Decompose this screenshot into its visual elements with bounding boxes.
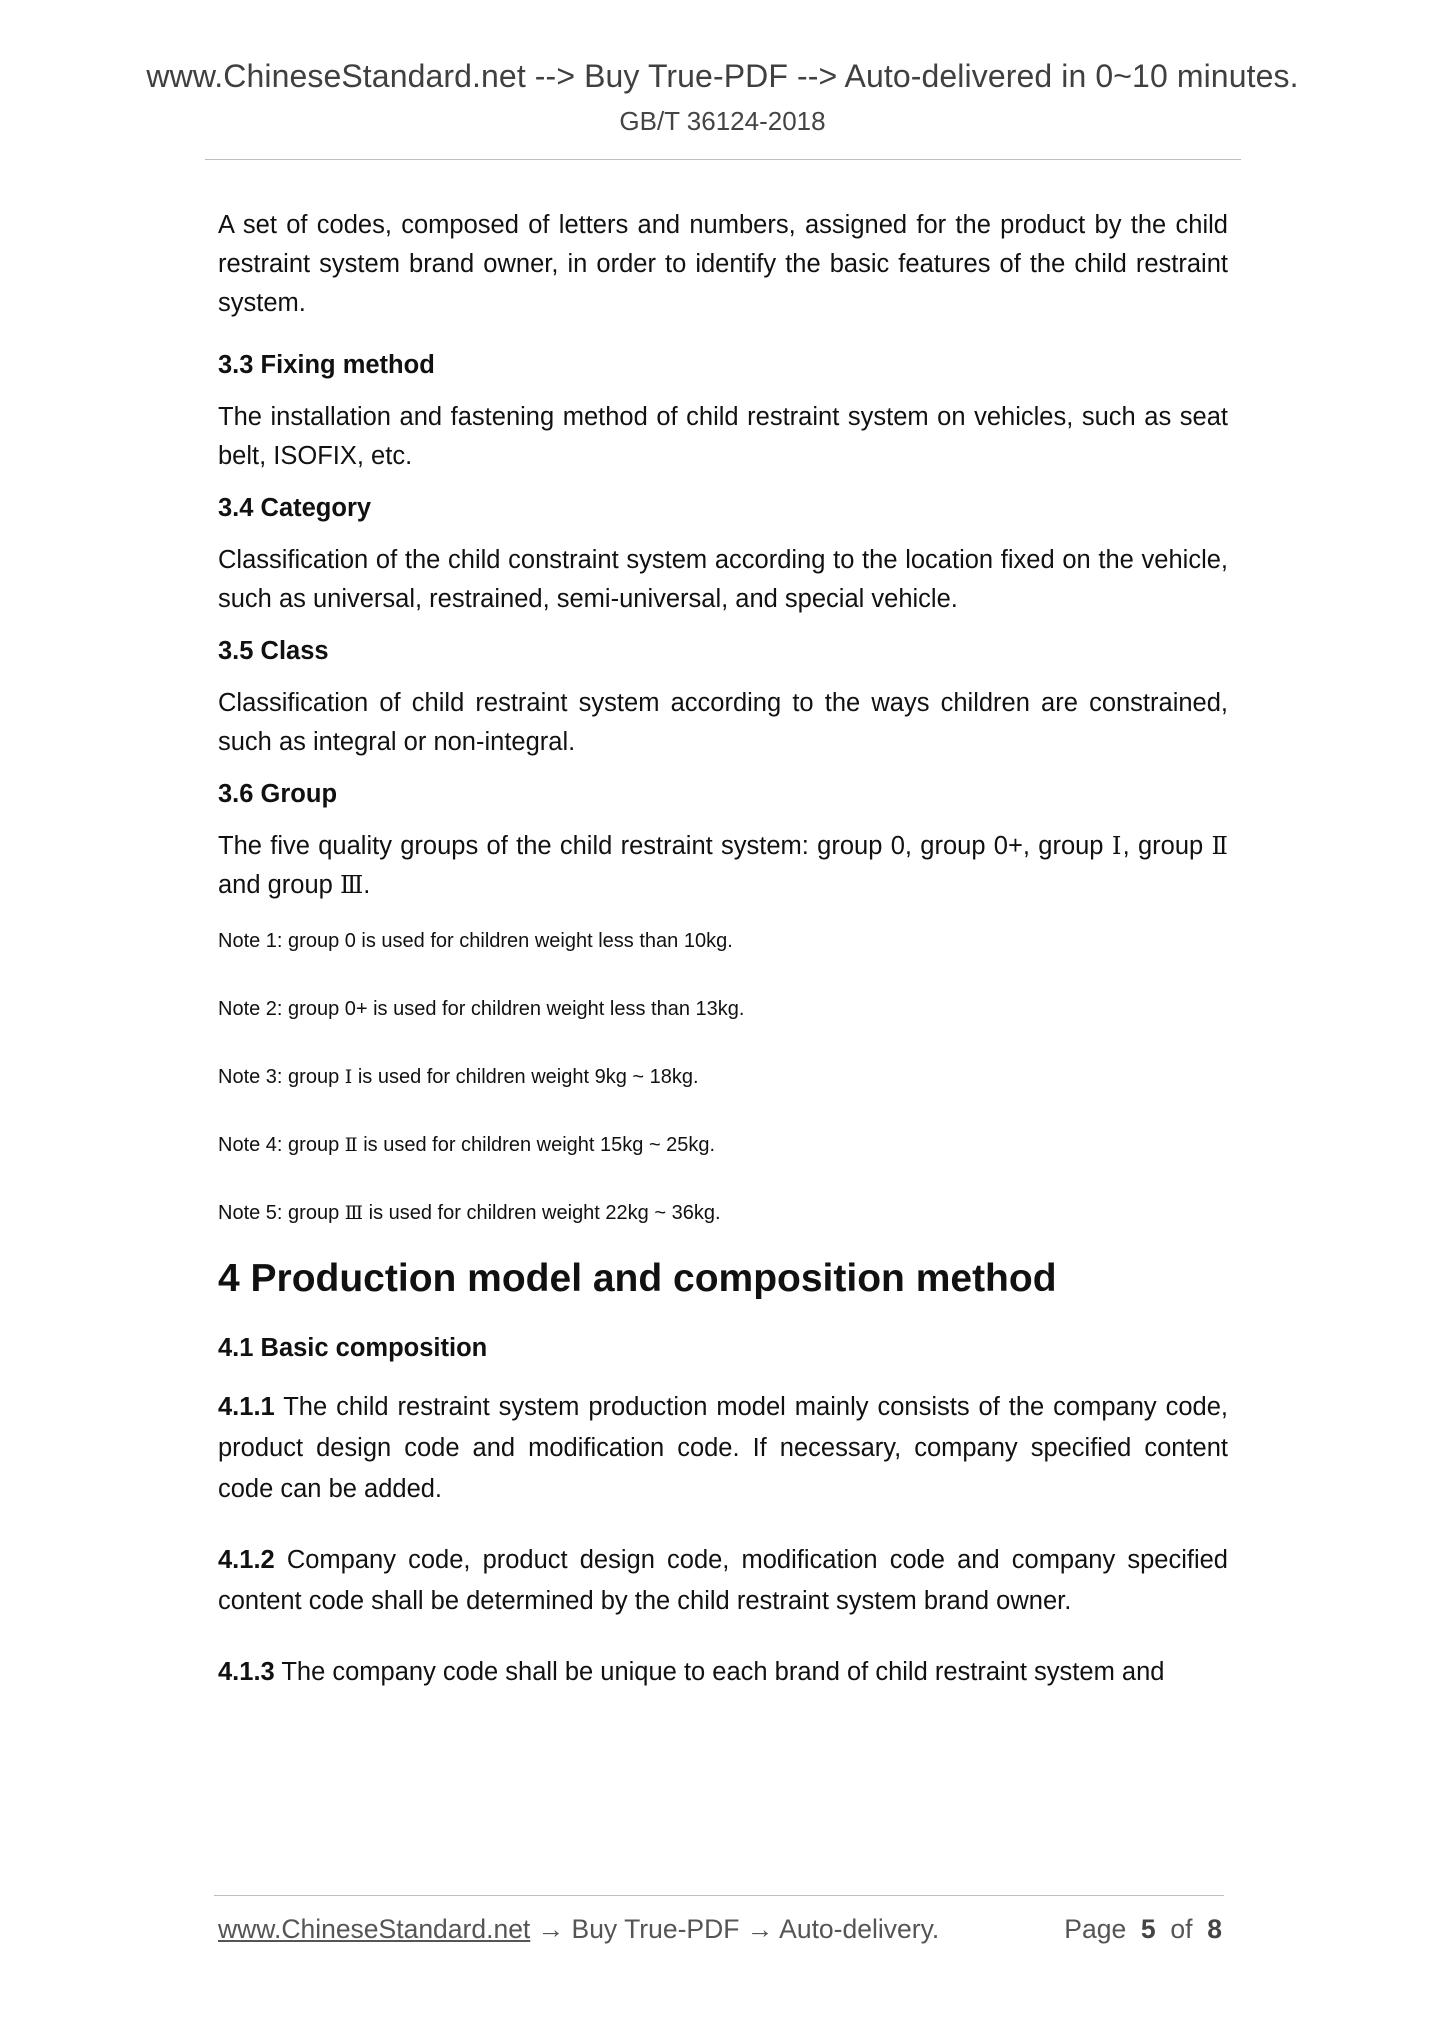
clause-4-1-3 xyxy=(218,1652,1228,1693)
page-current: 5 xyxy=(1140,1914,1156,1944)
clause-4-1-3-number: 4.1.3 xyxy=(218,1658,275,1686)
note-4 xyxy=(218,1130,1228,1160)
section-3-6-heading: 3.6 Group xyxy=(218,780,338,808)
section-3-6-text-c: and group xyxy=(218,871,340,899)
note-3 xyxy=(218,1062,1228,1092)
note-4-text-b: is used for children weight 15kg ~ 25kg. xyxy=(357,1134,716,1156)
section-3-6-text xyxy=(218,827,1228,905)
section-3-3-text: The installation and fastening method of child restraint system on vehicles, such as seat belt, ISOFIX, etc. xyxy=(218,403,1228,470)
header-divider xyxy=(205,159,1241,160)
note-5-text-b: is used for children weight 22kg ~ 36kg. xyxy=(363,1202,721,1224)
section-4-heading: 4 Production model and composition method xyxy=(218,1257,1057,1300)
footer-site-link[interactable]: www.ChineseStandard.net xyxy=(218,1914,531,1944)
clause-4-1-2 xyxy=(218,1540,1228,1622)
note-5-numeral: Ⅲ xyxy=(344,1202,364,1224)
group-one-numeral: Ⅰ xyxy=(1111,832,1123,860)
group-two-numeral: Ⅱ xyxy=(1211,832,1228,860)
note-4-text-a: Note 4: group xyxy=(218,1134,345,1156)
note-3-text-a: Note 3: group xyxy=(218,1066,345,1088)
section-3-5-heading: 3.5 Class xyxy=(218,637,329,665)
section-3-5-text: Classification of child restraint system according to the ways children are constrained, such as integral or non-integral. xyxy=(218,689,1228,756)
note-3-numeral: Ⅰ xyxy=(344,1066,353,1088)
note-1: Note 1: group 0 is used for children weight less than 10kg. xyxy=(218,930,733,952)
header-banner: www.ChineseStandard.net --> Buy True-PDF --> Auto-delivered in 0~10 minutes. xyxy=(146,58,1299,94)
intro-paragraph: A set of codes, composed of letters and numbers, assigned for the product by the child restraint system brand owner, in order to identify the basic features of the child restraint system. xyxy=(218,211,1228,317)
page-total: 8 xyxy=(1207,1914,1222,1944)
document-body xyxy=(218,206,1228,1693)
section-4-1-heading: 4.1 Basic composition xyxy=(218,1334,488,1362)
note-4-numeral: Ⅱ xyxy=(344,1134,358,1156)
section-3-6-text-d: . xyxy=(363,871,371,899)
clause-4-1-2-number: 4.1.2 xyxy=(218,1546,275,1574)
note-2: Note 2: group 0+ is used for children weight less than 13kg. xyxy=(218,998,745,1020)
clause-4-1-1 xyxy=(218,1387,1228,1510)
section-3-3-heading: 3.3 Fixing method xyxy=(218,351,435,379)
group-three-numeral: Ⅲ xyxy=(339,871,364,899)
page-word: Page xyxy=(1064,1914,1127,1944)
section-3-6-text-a: The five quality groups of the child restraint system: group 0, group 0+, group xyxy=(218,832,1112,860)
clause-4-1-2-text: Company code, product design code, modification code and company specified content code shall be determined by the child restraint system brand owner. xyxy=(218,1546,1228,1615)
clause-4-1-3-text: The company code shall be unique to each brand of child restraint system and xyxy=(274,1658,1165,1686)
clause-4-1-1-number: 4.1.1 xyxy=(218,1393,275,1421)
section-3-4-heading: 3.4 Category xyxy=(218,494,372,522)
section-3-6-text-b: , group xyxy=(1122,832,1212,860)
footer-divider xyxy=(214,1895,1224,1896)
note-3-text-b: is used for children weight 9kg ~ 18kg. xyxy=(352,1066,699,1088)
footer-tagline: → Buy True-PDF → Auto-delivery. xyxy=(530,1914,940,1944)
page-indicator xyxy=(1064,1914,1222,1945)
clause-4-1-1-text: The child restraint system production model mainly consists of the company code, product design code and modification code. If necessary, company specified content code can be added. xyxy=(218,1393,1228,1503)
page-footer xyxy=(218,1914,1222,1950)
standard-number: GB/T 36124-2018 xyxy=(619,106,826,136)
note-5 xyxy=(218,1198,1228,1228)
page-of: of xyxy=(1170,1914,1193,1944)
section-3-4-text: Classification of the child constraint system according to the location fixed on the vehicle, such as universal, restrained, semi-universal, and special vehicle. xyxy=(218,546,1228,613)
footer-left xyxy=(218,1914,939,1945)
note-5-text-a: Note 5: group xyxy=(218,1202,345,1224)
